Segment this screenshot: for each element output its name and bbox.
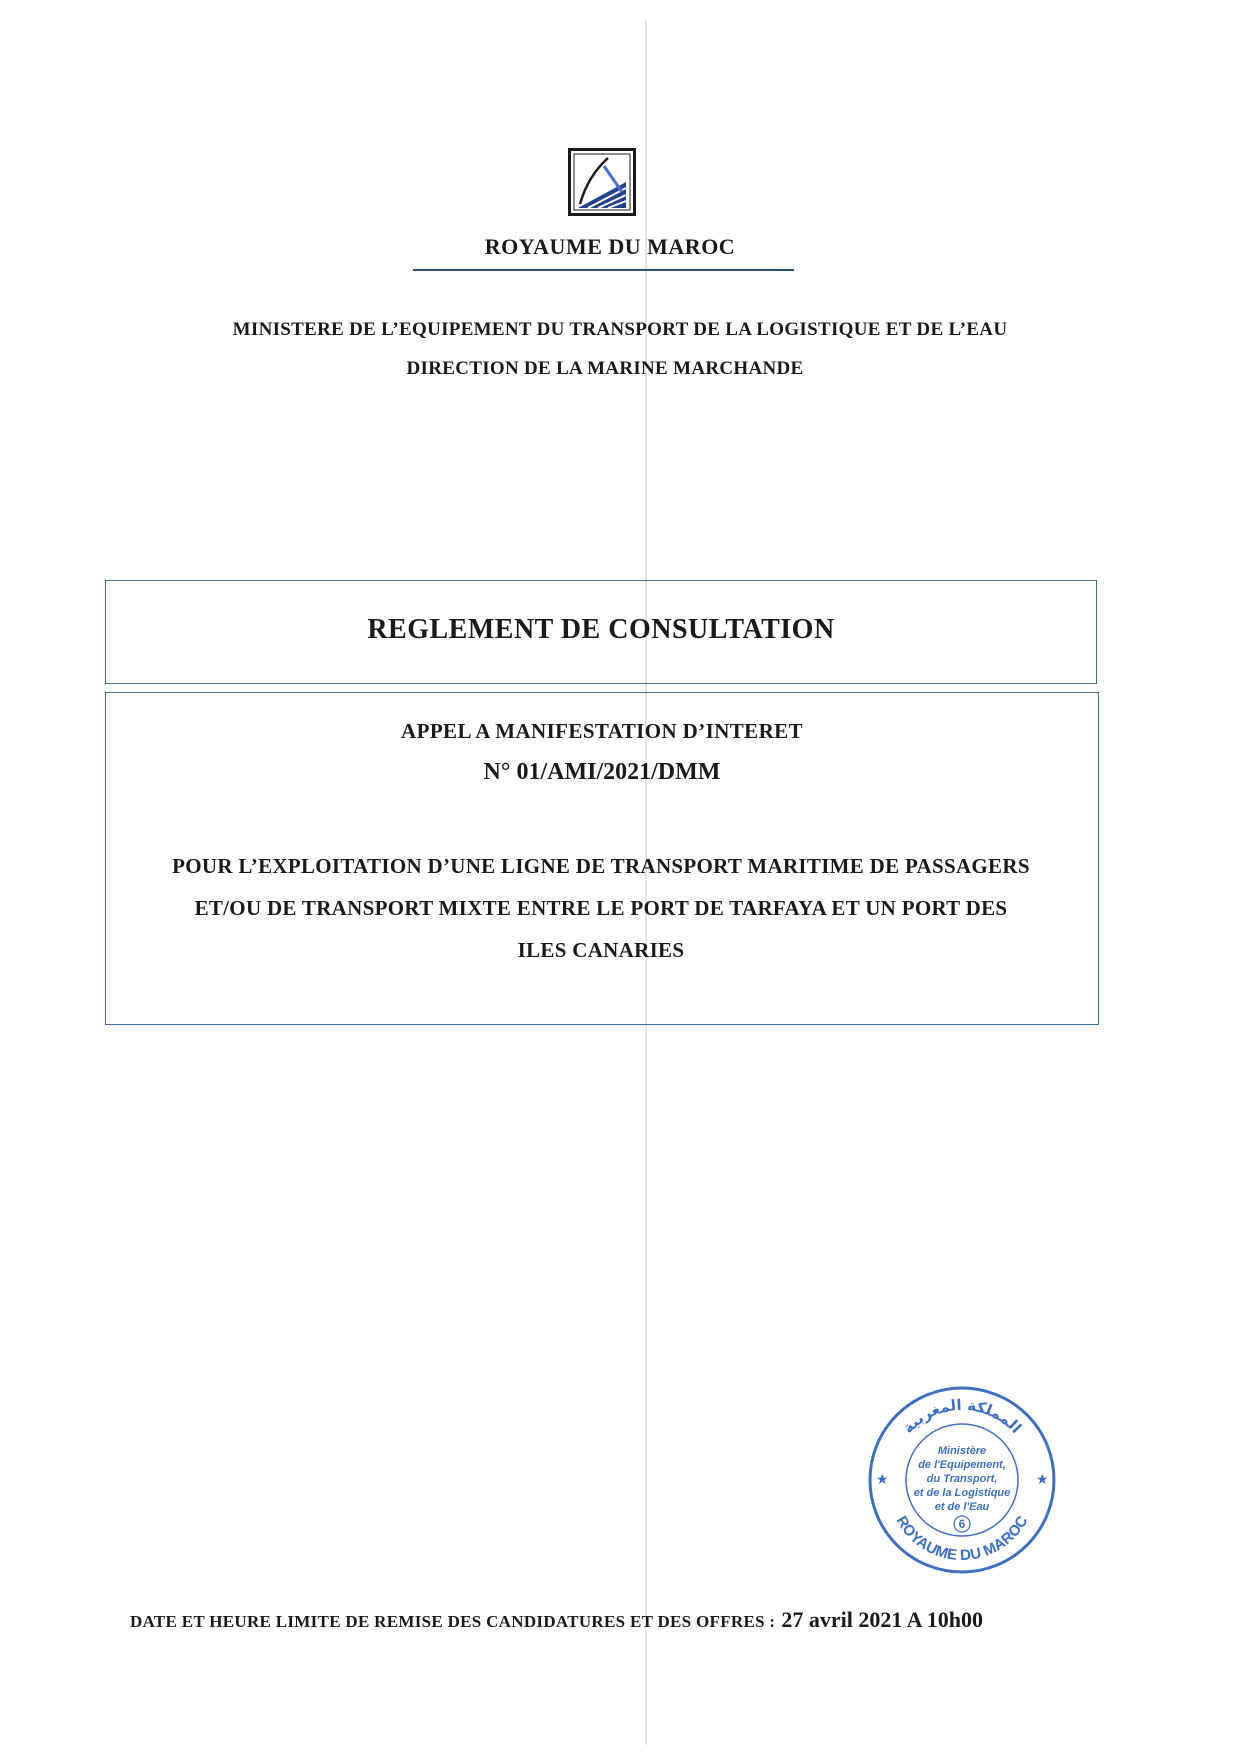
svg-text:de l'Equipement,: de l'Equipement, [918, 1459, 1006, 1471]
direction-name: DIRECTION DE LA MARINE MARCHANDE [406, 358, 804, 379]
ami-label: APPEL A MANIFESTATION D’INTERET [401, 719, 803, 743]
heading-underline [413, 269, 794, 271]
svg-text:المملكة المغربية [899, 1396, 1025, 1437]
deadline-value: 27 avril 2021 A 10h00 [781, 1607, 984, 1632]
document-title: REGLEMENT DE CONSULTATION [367, 614, 835, 645]
svg-text:et de la Logistique: et de la Logistique [913, 1487, 1011, 1499]
svg-text:du Transport,: du Transport, [926, 1473, 998, 1485]
call-details-box [105, 692, 1099, 1025]
svg-text:et de l'Eau: et de l'Eau [934, 1501, 990, 1513]
title-box [105, 580, 1097, 684]
deadline-label: DATE ET HEURE LIMITE DE REMISE DES CANDIDATURES ET DES OFFRES : [130, 1612, 776, 1631]
svg-text:★: ★ [876, 1472, 889, 1488]
svg-text:★: ★ [1036, 1472, 1049, 1488]
svg-text:Ministère: Ministère [937, 1445, 987, 1457]
submission-deadline [130, 1607, 1130, 1633]
description-line: ILES CANARIES [517, 938, 685, 962]
stamp-number: 6 [958, 1517, 966, 1531]
kingdom-heading: ROYAUME DU MAROC [484, 234, 736, 259]
ministry-logo-icon [568, 148, 636, 216]
official-stamp-icon [864, 1382, 1060, 1578]
stamp-bottom-text: ROYAUME DU MAROC [892, 1513, 1032, 1565]
description-line: ET/OU DE TRANSPORT MIXTE ENTRE LE PORT DE TARFAYA ET UN PORT DES [194, 896, 1008, 920]
stamp-arabic-text: المملكة المغربية [899, 1395, 1026, 1437]
ministry-name: MINISTERE DE L’EQUIPEMENT DU TRANSPORT DE LA LOGISTIQUE ET DE L’EAU [232, 319, 1008, 340]
ami-number: N° 01/AMI/2021/DMM [483, 759, 721, 785]
description-line: POUR L’EXPLOITATION D’UNE LIGNE DE TRANSPORT MARITIME DE PASSAGERS [172, 854, 1030, 878]
